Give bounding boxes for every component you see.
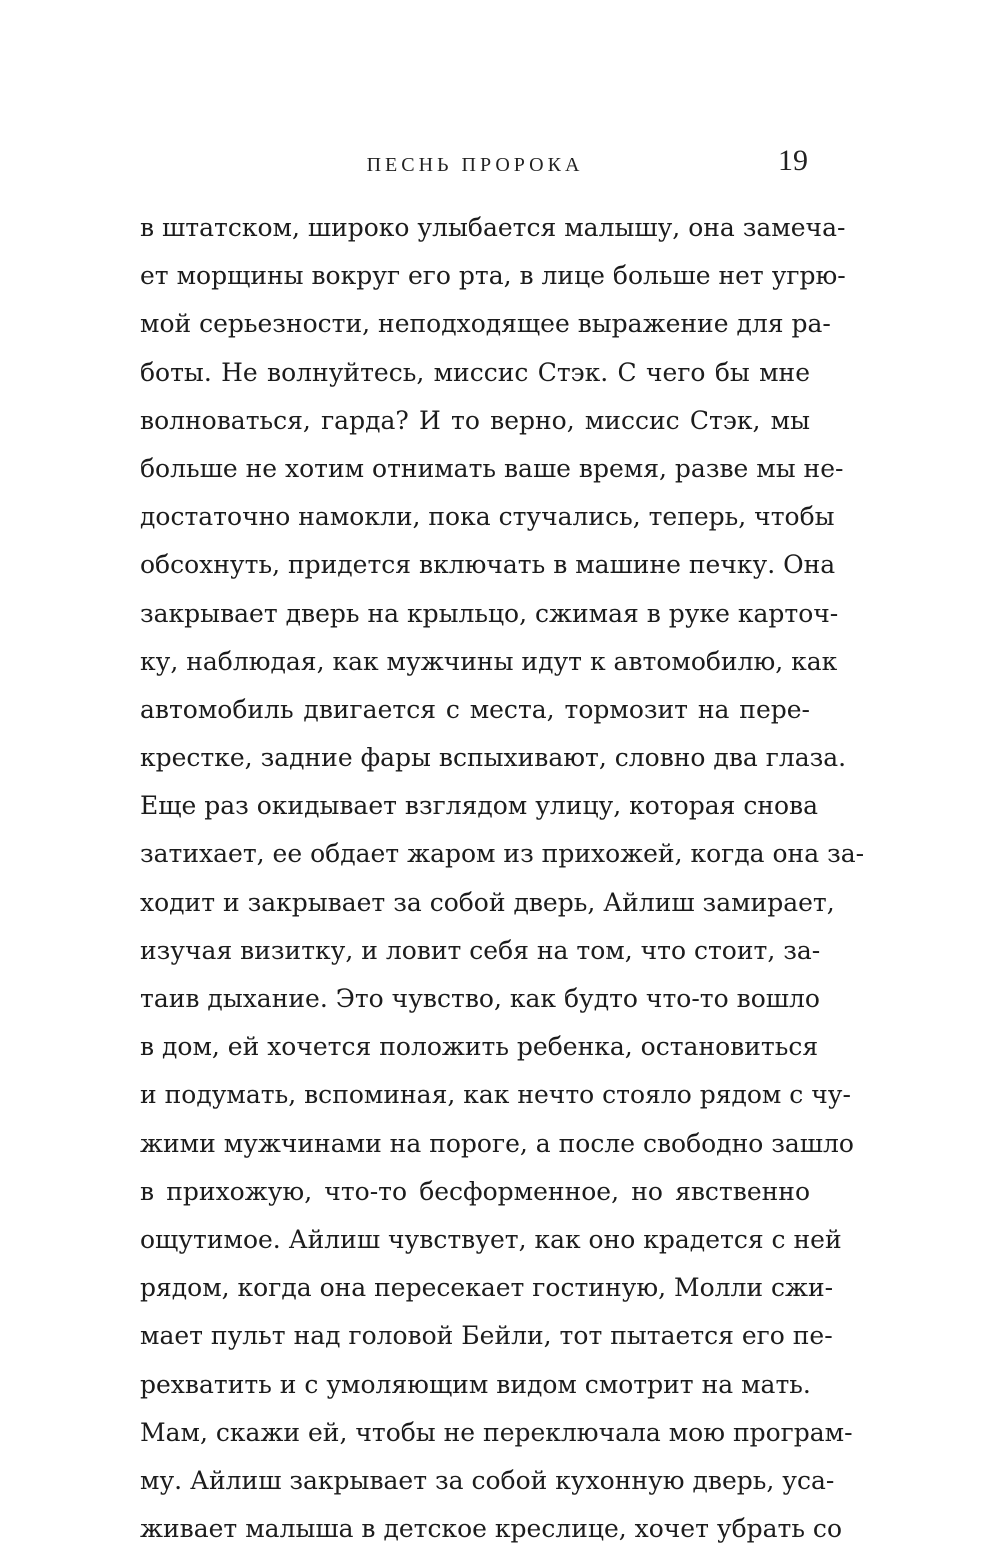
text-line: затихает, ее обдает жаром из прихожей, когда она за- xyxy=(140,839,865,869)
text-line: автомобиль двигается с места, тормозит на пере- xyxy=(140,694,810,724)
text-line: живает малыша в детское креслице, хочет убрать со xyxy=(140,1514,842,1544)
text-line: волноваться, гарда? И то верно, миссис Стэк, мы xyxy=(140,405,810,435)
text-line: му. Айлиш закрывает за собой кухонную дверь, уса- xyxy=(140,1465,835,1495)
text-line: изучая визитку, и ловит себя на том, что стоит, за- xyxy=(140,935,821,965)
text-line: таив дыхание. Это чувство, как будто что-то вошло xyxy=(140,984,820,1013)
page-number: 19 xyxy=(778,144,808,177)
text-line: обсохнуть, придется включать в машине печку. Она xyxy=(140,550,836,580)
text-line: больше не хотим отнимать ваше время, разве мы не- xyxy=(140,453,844,483)
text-line: ходит и закрывает за собой дверь, Айлиш замирает, xyxy=(140,887,835,917)
text-line: ет морщины вокруг его рта, в лице больше нет угрю- xyxy=(140,261,846,291)
text-line: рядом, когда она пересекает гостиную, Молли сжи- xyxy=(140,1273,834,1303)
text-line: рехватить и с умоляющим видом смотрит на мать. xyxy=(140,1369,811,1399)
text-line: ку, наблюдая, как мужчины идут к автомобилю, как xyxy=(140,646,838,676)
text-line: и подумать, вспоминая, как нечто стояло рядом с чу- xyxy=(140,1080,851,1110)
text-line: закрывает дверь на крыльцо, сжимая в руке карточ- xyxy=(140,598,839,628)
running-head xyxy=(140,144,810,184)
text-line: в дом, ей хочется положить ребенка, остановиться xyxy=(140,1032,819,1062)
text-line: достаточно намокли, пока стучались, теперь, чтобы xyxy=(140,502,835,532)
text-line: в прихожую, что-то бесформенное, но явственно xyxy=(140,1176,810,1206)
running-title: ПЕСНЬ ПРОРОКА xyxy=(366,154,584,176)
text-line: жими мужчинами на пороге, а после свободно зашло xyxy=(140,1128,854,1158)
text-line: Мам, скажи ей, чтобы не переключала мою програм- xyxy=(140,1417,853,1447)
text-line: в штатском, широко улыбается малышу, она замеча- xyxy=(140,213,846,242)
text-line: Еще раз окидывает взглядом улицу, которая снова xyxy=(140,791,819,821)
text-line: мает пульт над головой Бейли, тот пытается его пе- xyxy=(140,1321,833,1351)
text-line: крестке, задние фары вспыхивают, словно два глаза. xyxy=(140,743,847,773)
text-line: ощутимое. Айлиш чувствует, как оно крадется с ней xyxy=(140,1224,842,1254)
body-text xyxy=(140,204,865,1553)
text-line: боты. Не волнуйтесь, миссис Стэк. С чего бы мне xyxy=(140,357,810,387)
text-line: мой серьезности, неподходящее выражение для ра- xyxy=(140,309,831,339)
